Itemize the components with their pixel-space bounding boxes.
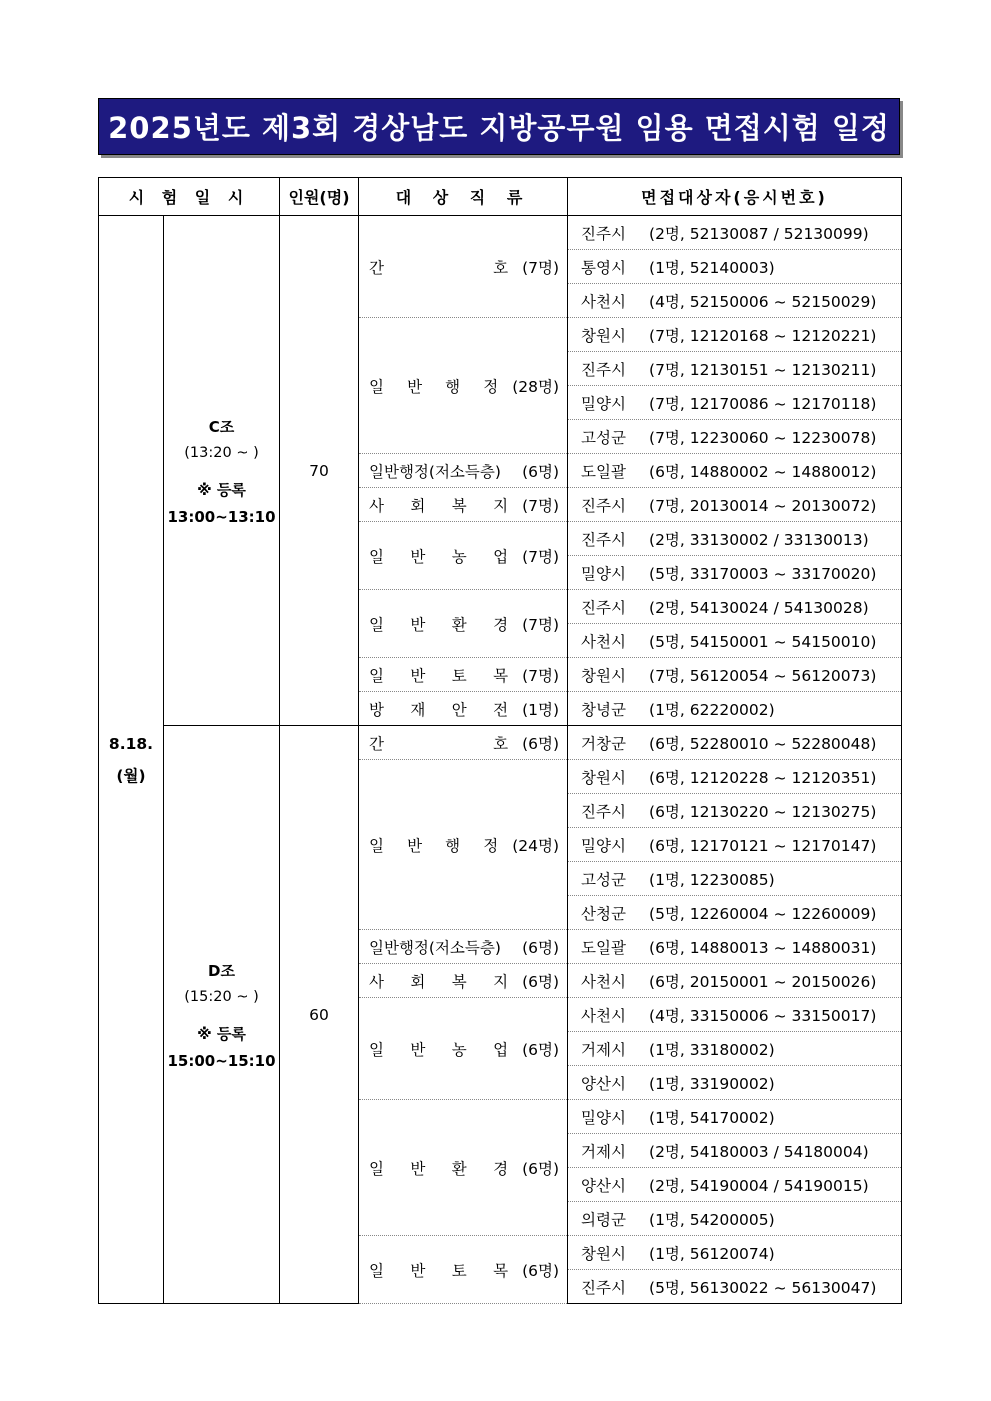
candidate-numbers: (6명, 14880002 ~ 14880012)	[649, 462, 877, 481]
candidate-cell	[568, 522, 902, 556]
table-header-row	[99, 178, 902, 216]
candidate-city: 진주시	[581, 360, 626, 379]
job-headcount: (6명)	[522, 1159, 560, 1178]
candidate-city: 밀양시	[581, 564, 626, 583]
job-headcount: (1명)	[522, 700, 560, 719]
candidate-cell	[568, 318, 902, 352]
table-row	[99, 216, 902, 250]
candidate-numbers: (2명, 33130002 / 33130013)	[649, 530, 869, 549]
job-category	[359, 318, 568, 454]
job-name: 일 반 환 경	[369, 1159, 509, 1178]
job-category	[359, 998, 568, 1100]
job-name: 일 반 농 업	[369, 1040, 509, 1059]
schedule-table	[98, 177, 902, 1304]
candidate-city: 진주시	[581, 530, 626, 549]
candidate-city: 창녕군	[581, 700, 626, 719]
page-title-banner	[98, 98, 900, 155]
candidate-numbers: (4명, 33150006 ~ 33150017)	[649, 1006, 877, 1025]
header-candidates: 면접대상자(응시번호)	[568, 178, 902, 216]
candidate-cell	[568, 1202, 902, 1236]
group-registration-time: 13:00~13:10	[167, 507, 276, 526]
candidate-numbers: (1명, 54200005)	[649, 1210, 775, 1229]
job-name: 일 반 행 정	[369, 377, 499, 396]
candidate-cell	[568, 862, 902, 896]
job-name: 사 회 복 지	[369, 496, 509, 515]
candidate-city: 창원시	[581, 1244, 626, 1263]
candidate-numbers: (7명, 12130151 ~ 12130211)	[649, 360, 877, 379]
candidate-numbers: (4명, 52150006 ~ 52150029)	[649, 292, 877, 311]
job-headcount: (6명)	[522, 1261, 560, 1280]
candidate-cell	[568, 386, 902, 420]
candidate-city: 진주시	[581, 802, 626, 821]
candidate-numbers: (1명, 33190002)	[649, 1074, 775, 1093]
job-headcount: (6명)	[522, 938, 560, 957]
job-category	[359, 488, 568, 522]
candidate-cell	[568, 250, 902, 284]
job-category	[359, 658, 568, 692]
candidate-numbers: (5명, 56130022 ~ 56130047)	[649, 1278, 877, 1297]
candidate-cell	[568, 352, 902, 386]
job-headcount: (24명)	[512, 836, 560, 855]
group-name: D조	[208, 961, 235, 980]
candidate-numbers: (1명, 12230085)	[649, 870, 775, 889]
candidate-city: 밀양시	[581, 1108, 626, 1127]
job-headcount: (6명)	[522, 462, 560, 481]
candidate-cell	[568, 216, 902, 250]
candidate-cell	[568, 1100, 902, 1134]
candidate-city: 사천시	[581, 972, 626, 991]
job-name: 일 반 토 목	[369, 666, 509, 685]
exam-date: 8.18.	[108, 734, 154, 753]
candidate-city: 창원시	[581, 768, 626, 787]
job-category	[359, 522, 568, 590]
header-job: 대 상 직 류	[359, 178, 568, 216]
job-category	[359, 692, 568, 726]
group-registration-label: ※ 등록	[197, 1024, 246, 1043]
candidate-numbers: (6명, 52280010 ~ 52280048)	[649, 734, 877, 753]
candidate-city: 창원시	[581, 326, 626, 345]
candidate-numbers: (6명, 20150001 ~ 20150026)	[649, 972, 877, 991]
candidate-city: 도일괄	[581, 938, 626, 957]
candidate-cell	[568, 1134, 902, 1168]
candidate-numbers: (2명, 54130024 / 54130028)	[649, 598, 869, 617]
candidate-cell	[568, 556, 902, 590]
candidate-city: 고성군	[581, 428, 626, 447]
candidate-numbers: (6명, 12120228 ~ 12120351)	[649, 768, 877, 787]
job-name: 일 반 환 경	[369, 615, 509, 634]
candidate-city: 창원시	[581, 666, 626, 685]
candidate-cell	[568, 726, 902, 760]
job-headcount: (6명)	[522, 972, 560, 991]
group-time: (15:20 ~ )	[184, 988, 259, 1005]
job-headcount: (7명)	[522, 615, 560, 634]
candidate-numbers: (6명, 12130220 ~ 12130275)	[649, 802, 877, 821]
candidate-city: 밀양시	[581, 836, 626, 855]
candidate-numbers: (7명, 12120168 ~ 12120221)	[649, 326, 877, 345]
candidate-numbers: (5명, 54150001 ~ 54150010)	[649, 632, 877, 651]
job-name: 일반행정(저소득층)	[369, 462, 501, 481]
candidate-city: 통영시	[581, 258, 626, 277]
candidate-city: 사천시	[581, 292, 626, 311]
candidate-numbers: (1명, 62220002)	[649, 700, 775, 719]
page-title: 2025년도 제3회 경상남도 지방공무원 임용 면접시험 일정	[108, 111, 890, 145]
candidate-numbers: (7명, 56120054 ~ 56120073)	[649, 666, 877, 685]
exam-day: (월)	[116, 766, 146, 785]
candidate-city: 거제시	[581, 1142, 626, 1161]
candidate-cell	[568, 454, 902, 488]
candidate-cell	[568, 1236, 902, 1270]
group-cell	[164, 216, 280, 726]
candidate-cell	[568, 420, 902, 454]
job-name: 일 반 행 정	[369, 836, 499, 855]
candidate-numbers: (1명, 33180002)	[649, 1040, 775, 1059]
candidate-cell	[568, 794, 902, 828]
job-name: 일반행정(저소득층)	[369, 938, 501, 957]
candidate-cell	[568, 1032, 902, 1066]
job-name: 방 재 안 전	[369, 700, 509, 719]
job-headcount: (7명)	[522, 547, 560, 566]
candidate-cell	[568, 930, 902, 964]
job-headcount: (28명)	[512, 377, 560, 396]
group-count: 60	[280, 726, 359, 1304]
candidate-city: 의령군	[581, 1210, 626, 1229]
candidate-numbers: (2명, 52130087 / 52130099)	[649, 224, 869, 243]
candidate-cell	[568, 760, 902, 794]
candidate-cell	[568, 624, 902, 658]
job-category	[359, 1236, 568, 1304]
group-cell	[164, 726, 280, 1304]
candidate-cell	[568, 692, 902, 726]
job-headcount: (7명)	[522, 258, 560, 277]
candidate-city: 밀양시	[581, 394, 626, 413]
candidate-city: 양산시	[581, 1176, 626, 1195]
job-category	[359, 760, 568, 930]
candidate-city: 진주시	[581, 496, 626, 515]
job-category	[359, 1100, 568, 1236]
job-category	[359, 454, 568, 488]
candidate-cell	[568, 896, 902, 930]
job-name: 일 반 토 목	[369, 1261, 509, 1280]
candidate-numbers: (1명, 52140003)	[649, 258, 775, 277]
candidate-city: 진주시	[581, 1278, 626, 1297]
job-name: 간 호	[369, 258, 509, 277]
job-category	[359, 216, 568, 318]
header-exam-date: 시 험 일 시	[99, 178, 280, 216]
job-headcount: (7명)	[522, 496, 560, 515]
candidate-cell	[568, 964, 902, 998]
candidate-numbers: (5명, 33170003 ~ 33170020)	[649, 564, 877, 583]
candidate-cell	[568, 1168, 902, 1202]
candidate-numbers: (7명, 20130014 ~ 20130072)	[649, 496, 877, 515]
candidate-numbers: (1명, 54170002)	[649, 1108, 775, 1127]
job-name: 일 반 농 업	[369, 547, 509, 566]
candidate-numbers: (6명, 12170121 ~ 12170147)	[649, 836, 877, 855]
candidate-numbers: (5명, 12260004 ~ 12260009)	[649, 904, 877, 923]
candidate-city: 산청군	[581, 904, 626, 923]
candidate-numbers: (6명, 14880013 ~ 14880031)	[649, 938, 877, 957]
group-registration-label: ※ 등록	[197, 480, 246, 499]
candidate-cell	[568, 658, 902, 692]
table-row	[99, 726, 902, 760]
candidate-cell	[568, 1066, 902, 1100]
candidate-cell	[568, 998, 902, 1032]
candidate-cell	[568, 284, 902, 318]
group-name: C조	[208, 417, 235, 436]
candidate-city: 진주시	[581, 598, 626, 617]
job-category	[359, 590, 568, 658]
job-headcount: (6명)	[522, 1040, 560, 1059]
candidate-city: 양산시	[581, 1074, 626, 1093]
job-category	[359, 930, 568, 964]
candidate-numbers: (1명, 56120074)	[649, 1244, 775, 1263]
candidate-numbers: (2명, 54180003 / 54180004)	[649, 1142, 869, 1161]
candidate-cell	[568, 488, 902, 522]
candidate-cell	[568, 828, 902, 862]
header-count: 인원(명)	[280, 178, 359, 216]
candidate-cell	[568, 1270, 902, 1304]
job-headcount: (6명)	[522, 734, 560, 753]
candidate-city: 거창군	[581, 734, 626, 753]
exam-date-cell	[99, 216, 164, 1304]
candidate-city: 도일괄	[581, 462, 626, 481]
group-registration-time: 15:00~15:10	[167, 1051, 276, 1070]
candidate-numbers: (2명, 54190004 / 54190015)	[649, 1176, 869, 1195]
job-category	[359, 726, 568, 760]
job-name: 간 호	[369, 734, 509, 753]
candidate-numbers: (7명, 12230060 ~ 12230078)	[649, 428, 877, 447]
candidate-city: 사천시	[581, 1006, 626, 1025]
candidate-cell	[568, 590, 902, 624]
candidate-city: 사천시	[581, 632, 626, 651]
candidate-city: 진주시	[581, 224, 626, 243]
job-name: 사 회 복 지	[369, 972, 509, 991]
candidate-city: 고성군	[581, 870, 626, 889]
job-headcount: (7명)	[522, 666, 560, 685]
job-category	[359, 964, 568, 998]
candidate-city: 거제시	[581, 1040, 626, 1059]
group-time: (13:20 ~ )	[184, 444, 259, 461]
group-count: 70	[280, 216, 359, 726]
candidate-numbers: (7명, 12170086 ~ 12170118)	[649, 394, 877, 413]
